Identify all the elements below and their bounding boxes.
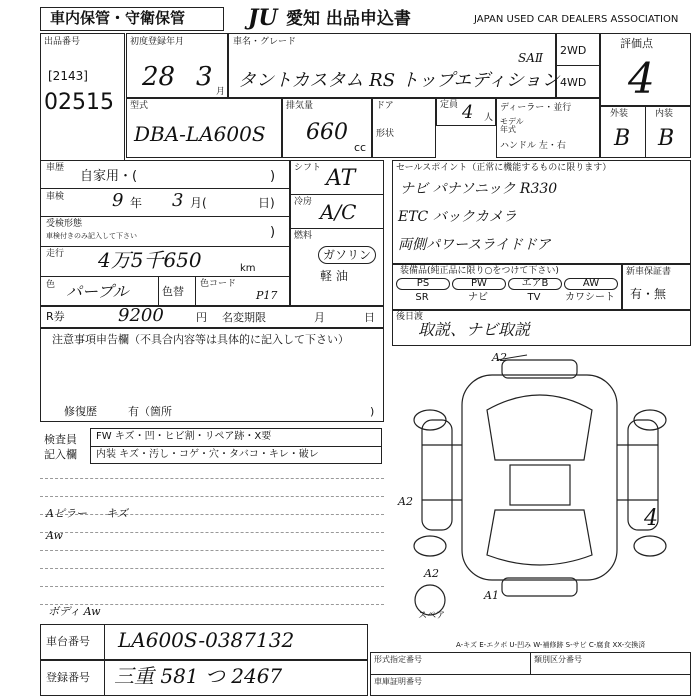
damage-legend: A-キズ E-エクボ U-凹み W-補修跡 S-サビ C-腐食 XX-交換済 xyxy=(456,641,646,649)
fuel-label: 燃料 xyxy=(294,231,313,241)
registration-year: 28 xyxy=(142,62,176,92)
diagram-mark-a2-bottom: A2 xyxy=(424,567,439,580)
model-value: DBA-LA600S xyxy=(134,122,266,146)
shaken-month-unit: 月( xyxy=(190,196,207,210)
interior-grade: B xyxy=(658,126,675,151)
mileage-value: 4万5千650 xyxy=(98,248,202,272)
shaken-month: 3 xyxy=(172,190,184,211)
capacity-unit: 人 xyxy=(484,113,494,123)
inspector-label: 検査員 xyxy=(44,433,77,446)
recycle-value: 9200 xyxy=(118,305,164,326)
history-value: 自家用・( xyxy=(80,169,138,184)
used-type-note: 車検付きのみ記入して下さい xyxy=(46,232,137,240)
sales-point-2: ETC バックカメラ xyxy=(398,209,517,225)
history-label: 車歴 xyxy=(46,163,65,173)
garage-cert-label: 車庫証明番号 xyxy=(374,677,422,686)
diagram-mark-right: 4 xyxy=(644,506,658,531)
form-title: 愛知 出品申込書 xyxy=(286,9,411,29)
diagram-mark-a2-top: A2 xyxy=(492,351,507,364)
notice-label: 注意事項申告欄（不具合内容等は具体的に記入して下さい） xyxy=(52,333,349,346)
equipment-item: カワシート xyxy=(565,292,615,303)
car-name-value: タントカスタム RS トップエディション xyxy=(238,70,560,91)
lot-sub-number: [2143] xyxy=(48,69,88,83)
equipment-item: PW xyxy=(452,278,506,290)
handwritten-note-1: Aピラー xyxy=(46,507,87,520)
drive-2wd: 2WD xyxy=(560,44,587,57)
recycle-unit: 円 xyxy=(196,311,207,324)
car-damage-diagram xyxy=(392,350,697,640)
entry-label: 記入欄 xyxy=(44,448,77,461)
equipment-item: TV xyxy=(527,292,541,303)
repair-value: 有（箇所 xyxy=(128,405,172,418)
displacement-value: 660 xyxy=(306,120,348,145)
aircon-value: A/C xyxy=(320,200,357,224)
equipment-item: SR xyxy=(415,292,429,303)
mileage-unit: km xyxy=(240,263,256,274)
rating-value: 4 xyxy=(628,54,655,103)
model-year-label: モデル 年式 xyxy=(500,117,524,134)
color-value: パープル xyxy=(66,282,129,301)
transfer-day: 日 xyxy=(364,311,375,324)
drive-4wd: 4WD xyxy=(560,76,587,89)
lot-number-label: 出品番号 xyxy=(44,37,81,47)
model-label: 型式 xyxy=(130,101,149,111)
shift-value: AT xyxy=(326,166,356,191)
capacity-value: 4 xyxy=(462,102,474,123)
registration-month-unit: 月 xyxy=(216,87,226,97)
later-delivery-label: 後日渡 xyxy=(396,312,424,322)
color-change-label: 色替 xyxy=(162,285,184,298)
shaken-label: 車検 xyxy=(46,192,65,202)
inspector-row-2: 内装 キズ・汚し・コゲ・穴・タバコ・キレ・破レ xyxy=(96,449,319,460)
storage-stamp: 車内保管・守衛保管 xyxy=(50,9,186,27)
car-grade-suffix: SAⅡ xyxy=(518,51,544,65)
equipment-item: エアB xyxy=(508,278,562,290)
capacity-label: 定員 xyxy=(440,100,459,110)
handwritten-note-3: Aw xyxy=(46,529,63,542)
transfer-month: 月 xyxy=(314,311,325,324)
repair-close: ) xyxy=(370,405,375,418)
exterior-grade: B xyxy=(614,126,631,151)
equipment-item: PS xyxy=(396,278,450,290)
sales-points-label: セールスポイント（正常に機能するものに限ります） xyxy=(396,163,612,173)
color-code-label: 色コード xyxy=(200,279,237,289)
handwritten-note-2: キズ xyxy=(106,507,128,520)
mileage-label: 走行 xyxy=(46,249,65,259)
lot-number: 02515 xyxy=(44,90,114,115)
equipment-item: AW xyxy=(564,278,618,290)
chassis-label: 車台番号 xyxy=(46,635,90,648)
registration-month: 3 xyxy=(196,62,213,92)
diagram-mark-a2-left: A2 xyxy=(398,495,413,508)
displacement-label: 排気量 xyxy=(286,101,314,111)
registration-label: 初度登録年月 xyxy=(130,37,185,47)
plate-value: 三重 581 つ 2467 xyxy=(114,664,283,688)
shaken-day-unit: 日) xyxy=(258,196,275,210)
fuel-gasoline: ガソリン xyxy=(318,246,376,264)
ju-logo: JU xyxy=(248,5,278,31)
chassis-value: LA600S-0387132 xyxy=(118,628,295,652)
handle-label: ハンドル 左・右 xyxy=(500,141,566,151)
fuel-diesel: 軽 油 xyxy=(320,269,348,283)
repair-label: 修復歴 xyxy=(64,405,97,418)
dealer-import-label: ディーラー・並行 xyxy=(500,103,572,113)
spare-tire-label: スペア xyxy=(418,611,446,621)
door-label: ドア xyxy=(376,101,394,111)
warranty-value: 有・無 xyxy=(630,287,667,301)
used-type-close: ) xyxy=(270,225,276,240)
handwritten-note-4: ボディ Aw xyxy=(48,605,101,618)
later-delivery-value: 取説、ナビ取説 xyxy=(418,320,531,339)
warranty-label: 新車保証書 xyxy=(626,267,672,277)
equipment-label: 装備品(純正品に限り○をつけて下さい) xyxy=(400,266,559,276)
sales-point-3: 両側パワースライドドア xyxy=(398,237,551,253)
association-name: JAPAN USED CAR DEALERS ASSOCIATION xyxy=(474,14,679,25)
plate-label: 登録番号 xyxy=(46,671,90,684)
shaken-year: 9 xyxy=(112,190,124,211)
diagram-mark-a1: A1 xyxy=(484,589,499,602)
transfer-label: 名変期限 xyxy=(222,311,266,324)
interior-grade-label: 内装 xyxy=(655,109,674,119)
sales-point-1: ナビ パナソニック R330 xyxy=(400,181,558,197)
shift-label: シフト xyxy=(294,163,322,173)
shaken-year-unit: 年 xyxy=(130,196,143,210)
history-close: ) xyxy=(270,169,276,184)
aircon-label: 冷房 xyxy=(294,197,313,207)
rating-label: 評価点 xyxy=(620,37,653,50)
door-shape-label: 形状 xyxy=(376,129,395,139)
form-number-label: 形式指定番号 xyxy=(374,655,422,664)
color-label: 色 xyxy=(46,280,56,290)
recycle-label: R券 xyxy=(46,310,65,323)
used-type-label: 受検形態 xyxy=(46,219,83,229)
inspector-row-1: FW キズ・凹・ヒビ割・リペア跡・X要 xyxy=(96,431,272,442)
type-number-label: 類別区分番号 xyxy=(534,655,582,664)
equipment-item: ナビ xyxy=(468,292,488,303)
color-code: P17 xyxy=(256,289,278,302)
car-name-label: 車名・グレード xyxy=(233,37,297,47)
recycle-box xyxy=(40,306,384,328)
exterior-grade-label: 外装 xyxy=(610,109,629,119)
displacement-unit: cc xyxy=(354,141,367,154)
